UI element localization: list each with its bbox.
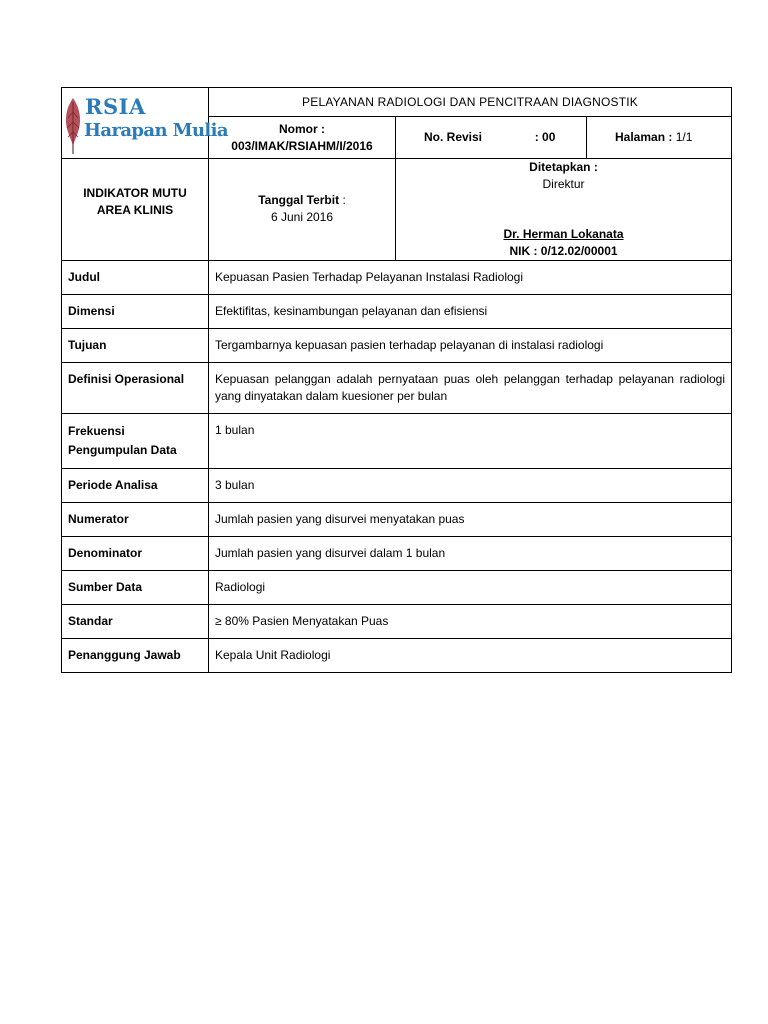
row-label: Judul — [62, 261, 209, 295]
row-label: Numerator — [62, 503, 209, 537]
row-value: Tergambarnya kepuasan pasien terhadap pelayanan di instalasi radiologi — [209, 329, 732, 363]
indicator-document-table — [61, 87, 732, 673]
logo-text-rsia: RSIA — [85, 94, 146, 119]
halaman-label: Halaman : — [615, 130, 673, 144]
tanggal-cell — [209, 159, 396, 261]
table-row — [62, 363, 732, 414]
logo-text-name: Harapan Mulia — [84, 120, 228, 141]
signer-name: Dr. Herman Lokanata — [503, 227, 624, 241]
row-label: Periode Analisa — [62, 469, 209, 503]
row-value: ≥ 80% Pasien Menyatakan Puas — [209, 605, 732, 639]
indikator-line1: INDIKATOR MUTU — [83, 186, 187, 200]
row-label: Denominator — [62, 537, 209, 571]
table-row — [62, 605, 732, 639]
halaman-value: 1/1 — [675, 130, 693, 144]
row-value: 3 bulan — [209, 469, 732, 503]
row-label: Standar — [62, 605, 209, 639]
ditetapkan-role: Direktur — [542, 177, 585, 191]
table-row — [62, 329, 732, 363]
row-value: Kepuasan Pasien Terhadap Pelayanan Instalasi Radiologi — [209, 261, 732, 295]
hospital-logo — [62, 88, 228, 158]
indikator-line2: AREA KLINIS — [96, 203, 174, 217]
row-label: Penanggung Jawab — [62, 639, 209, 673]
tanggal-label: Tanggal Terbit — [258, 193, 340, 207]
row-value: 1 bulan — [209, 414, 732, 469]
table-row — [62, 537, 732, 571]
leaf-icon — [62, 96, 84, 156]
row-label: Tujuan — [62, 329, 209, 363]
row-label: Frekuensi Pengumpulan Data — [62, 414, 209, 469]
ditetapkan-cell — [396, 159, 732, 261]
tanggal-colon: : — [342, 193, 346, 207]
row-label: Dimensi — [62, 295, 209, 329]
revisi-cell — [396, 117, 587, 159]
table-row — [62, 571, 732, 605]
table-row — [62, 469, 732, 503]
row-value: Jumlah pasien yang disurvei dalam 1 bulan — [209, 537, 732, 571]
row-value: Kepuasan pelanggan adalah pernyataan puas oleh pelanggan terhadap pelayanan radiologi yang dinyatakan dalam kuesioner per bulan — [209, 363, 732, 414]
signer-nik: NIK : 0/12.02/00001 — [509, 244, 618, 258]
revisi-label: No. Revisi — [424, 130, 483, 144]
revisi-value: : 00 — [534, 130, 556, 144]
table-row — [62, 639, 732, 673]
table-row — [62, 295, 732, 329]
nomor-value: 003/IMAK/RSIAHM/I/2016 — [231, 138, 373, 153]
ditetapkan-label: Ditetapkan : — [529, 160, 598, 174]
row-value: Jumlah pasien yang disurvei menyatakan puas — [209, 503, 732, 537]
nomor-cell — [209, 117, 396, 159]
document-title: PELAYANAN RADIOLOGI DAN PENCITRAAN DIAGNOSTIK — [209, 88, 732, 117]
row-value: Radiologi — [209, 571, 732, 605]
row-value: Kepala Unit Radiologi — [209, 639, 732, 673]
table-row — [62, 414, 732, 469]
tanggal-value: 6 Juni 2016 — [270, 210, 334, 224]
logo-cell — [62, 88, 228, 159]
row-label: Sumber Data — [62, 571, 209, 605]
nomor-label: Nomor : — [279, 121, 325, 136]
indikator-cell — [62, 159, 209, 261]
halaman-cell — [587, 117, 732, 159]
table-row — [62, 261, 732, 295]
row-value: Efektifitas, kesinambungan pelayanan dan efisiensi — [209, 295, 732, 329]
table-row — [62, 503, 732, 537]
row-label: Definisi Operasional — [62, 363, 209, 414]
